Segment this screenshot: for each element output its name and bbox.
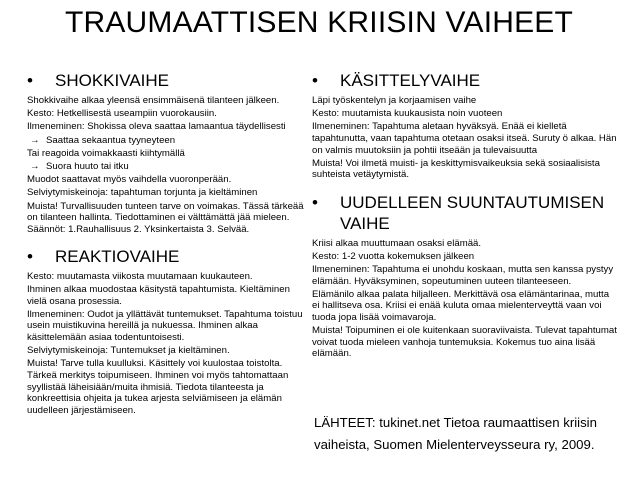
- paragraph: Muista! Turvallisuuden tunteen tarve on voimakas. Tässä tärkeää on tilanteen hallinta. Tiedottaminen ei välttämättä jää mieleen. Säännöt: 1.Rauhallisuus 2. Yksinkertaista 3. Selvää.: [27, 200, 304, 235]
- section-heading-shokkivaihe: [27, 70, 309, 91]
- paragraph: Kesto: muutamista kuukausista noin vuoteen: [312, 108, 503, 120]
- bullet: •: [27, 71, 33, 90]
- arrow-item: [27, 161, 309, 173]
- paragraph: Elämänilo alkaa palata hiljalleen. Merkittävä osa elämäntarinaa, mutta ei hallitseva osa. Kriisi ei enää kuluta omaa mielenterveyttä vaan voi tuoda jopa lisää voimavaroja.: [312, 288, 610, 323]
- arrow-item: [27, 135, 309, 147]
- paragraph: Kesto: 1-2 vuotta kokemuksen jälkeen: [312, 250, 475, 262]
- paragraph: Ihminen alkaa muodostaa käsitystä tapahtumista. Kieltäminen vielä osana prosessia.: [27, 284, 290, 307]
- paragraph: Muista! Tarve tulla kuulluksi. Käsittely voi kuulostaa toistolta. Tärkeä merkitys toipumiseen. Ihminen voi myös tahtomattaan syyllistää läheisiään/muita ihmisiä. Tiedota tilanteesta ja konkreettisia ohjeita ja tukea arjesta selviämiseen ja elämän uudelleen järjestämiseen.: [27, 358, 289, 416]
- paragraph: Muista! Voi ilmetä muisti- ja keskittymisvaikeuksia sekä sosiaalisista suhteista vetäytymistä.: [312, 157, 600, 181]
- paragraph: Selviytymiskeinoja: tapahtuman torjunta ja kieltäminen: [27, 187, 258, 199]
- heading-text: REAKTIOVAIHE: [55, 246, 180, 266]
- paragraph: Ilmeneminen: Tapahtuma ei unohdu koskaan, mutta sen kanssa pystyy elämään. Hyväksyminen, sopeutuminen uuteen tilanteeseen.: [312, 263, 614, 287]
- section-heading-kasittelyvaihe: [312, 70, 618, 91]
- paragraph: Muodot saattavat myös vaihdella vuoronperään.: [27, 174, 232, 186]
- paragraph: Läpi työskentelyn ja korjaamisen vaihe: [312, 95, 477, 106]
- heading-text: KÄSITTELYVAIHE: [340, 71, 481, 90]
- paragraph: Ilmeneminen: Oudot ja yllättävät tuntemukset. Tapahtuma toistuu usein muistikuvina hereillä ja nukuessa. Ihminen alkaa käsittelemään asiaa todentuntoisesti.: [27, 308, 303, 344]
- left-column: [27, 70, 309, 418]
- bullet: •: [312, 71, 318, 90]
- section-heading-uudelleen-suuntautumisen-vaihe: [312, 192, 618, 234]
- right-column: [312, 70, 618, 361]
- page-title: TRAUMAATTISEN KRIISIN VAIHEET: [64, 6, 574, 39]
- paragraph: Kriisi alkaa muuttumaan osaksi elämää.: [312, 237, 482, 249]
- bullet: •: [312, 192, 318, 212]
- paragraph: Kesto: muutamasta viikosta muutamaan kuukauteen.: [27, 270, 253, 282]
- heading-text: SHOKKIVAIHE: [55, 71, 169, 90]
- section-heading-reaktiovaihe: [27, 246, 309, 267]
- paragraph: Muista! Toipuminen ei ole kuitenkaan suoraviivaista. Tulevat tapahtumat voivat tuoda mieleen vanhoja tuntemuksia. Kokemus tuo aina lisää elämään.: [312, 325, 617, 360]
- arrow-icon: →: [30, 134, 40, 146]
- paragraph: Kesto: Hetkellisestä useampiin vuorokausiin.: [27, 108, 217, 120]
- heading-text: UUDELLEEN SUUNTAUTUMISEN VAIHE: [340, 192, 605, 233]
- arrow-item-text: Suora huuto tai itku: [46, 160, 129, 172]
- paragraph: Tai reagoida voimakkaasti kiihtymällä: [27, 147, 185, 159]
- paragraph: Selviytymiskeinoja: Tuntemukset ja kieltäminen.: [27, 345, 230, 357]
- arrow-icon: →: [30, 160, 40, 172]
- paragraph: Shokkivaihe alkaa yleensä ensimmäisenä tilanteen jälkeen.: [27, 95, 280, 106]
- paragraph: Ilmeneminen: Tapahtuma aletaan hyväksyä. Enää ei kielletä tapahtunutta, vaan tapahtuma otetaan osaksi itseä. Suruty ö alkaa. Hän on valmis muutoksiin ja pohtii itseään ja tulevaisuutta: [312, 121, 617, 156]
- bullet: •: [27, 246, 33, 266]
- sources-citation: LÄHTEET: tukinet.net Tietoa raumaattisen kriisin vaiheista, Suomen Mielenterveysseura ry, 2009.: [314, 415, 597, 452]
- arrow-item-text: Saattaa sekaantua tyyneyteen: [46, 134, 176, 146]
- paragraph: Ilmeneminen: Shokissa oleva saattaa lamaantua täydellisesti: [27, 121, 286, 133]
